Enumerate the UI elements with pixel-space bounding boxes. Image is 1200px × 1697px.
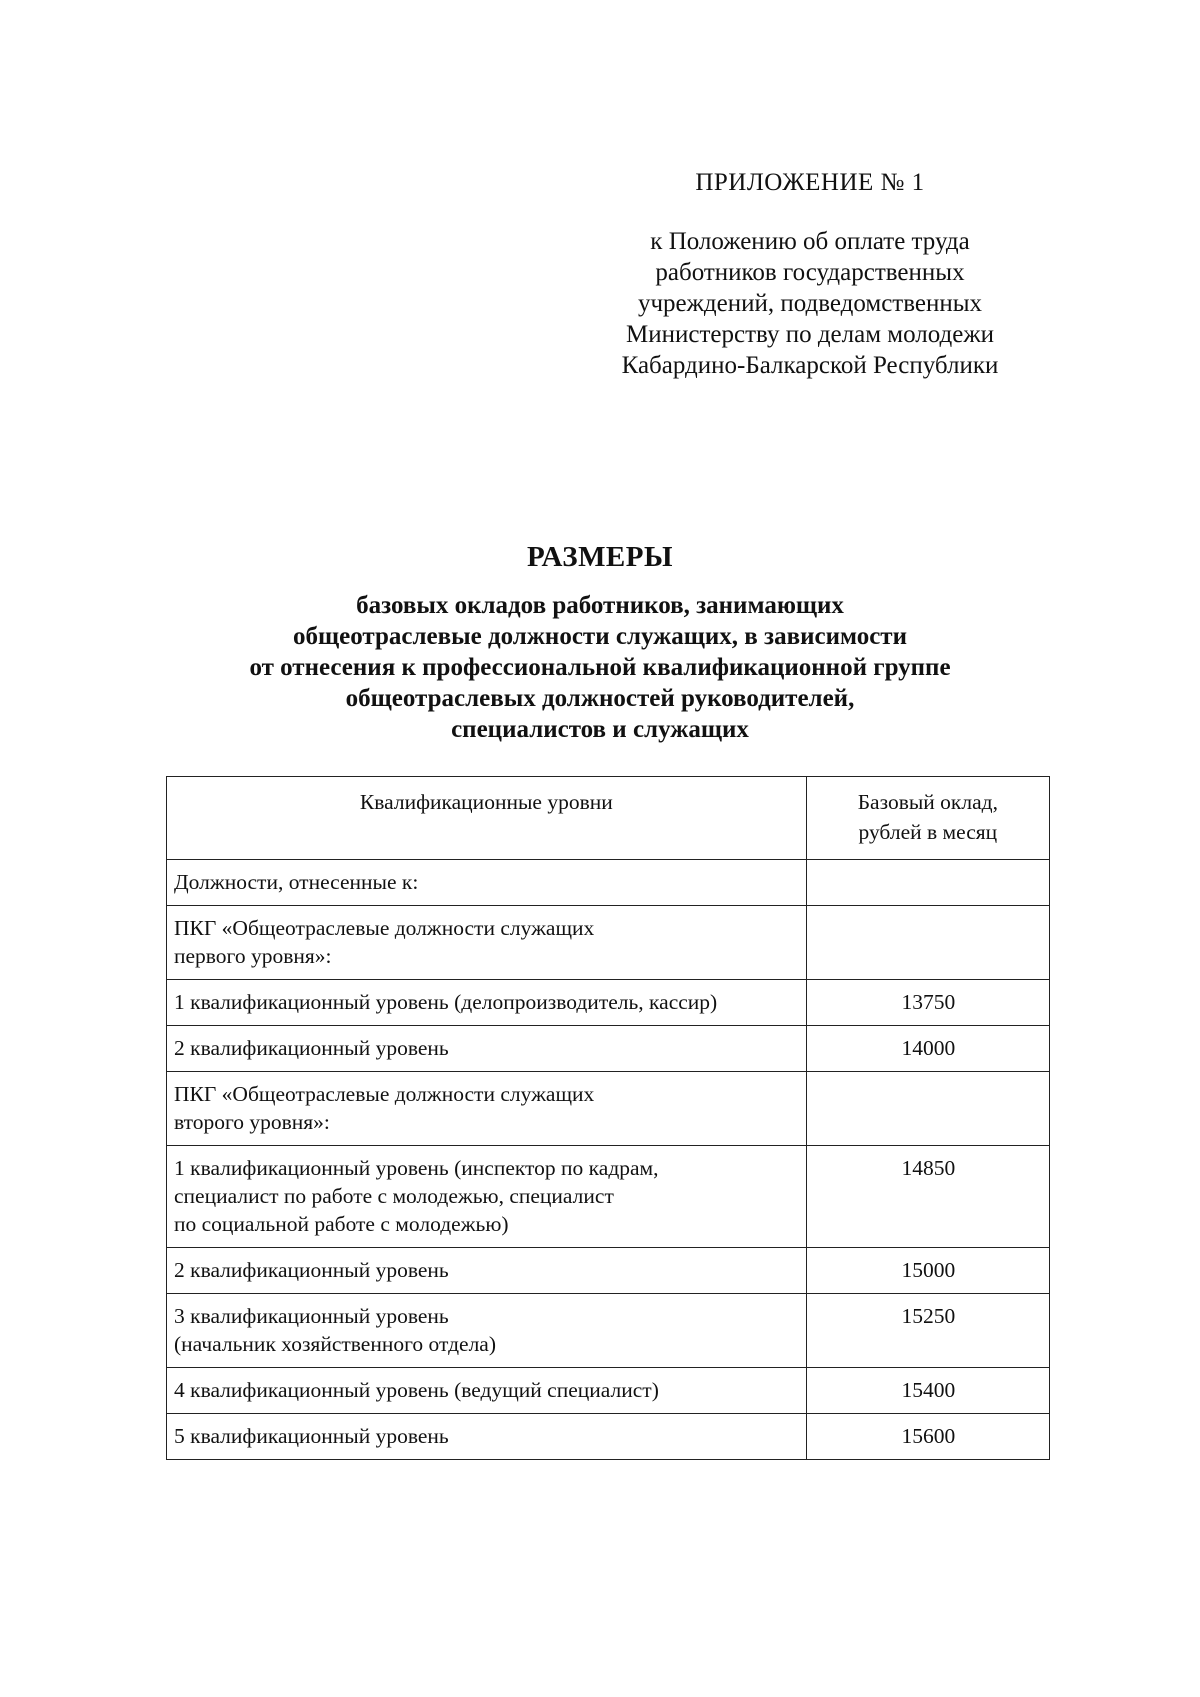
level-line: 1 квалификационный уровень (делопроизводитель, кассир) xyxy=(174,990,718,1014)
table-row xyxy=(167,1368,1050,1414)
heading-line: общеотраслевых должностей руководителей, xyxy=(345,685,855,712)
heading-title: РАЗМЕРЫ xyxy=(527,541,673,573)
header-base-salary-line: рублей в месяц xyxy=(858,820,998,844)
level-line: первого уровня»: xyxy=(174,944,332,968)
level-line: 2 квалификационный уровень xyxy=(174,1036,449,1060)
level-cell xyxy=(167,1248,807,1294)
document-heading xyxy=(130,540,1070,745)
salary-cell: 15400 xyxy=(806,1368,1049,1414)
appendix-line: Министерству по делам молодежи xyxy=(625,321,994,348)
appendix-line: учреждений, подведомственных xyxy=(637,290,983,317)
table-row xyxy=(167,1026,1050,1072)
salary-cell: 14850 xyxy=(806,1146,1049,1248)
level-line: 2 квалификационный уровень xyxy=(174,1258,449,1282)
appendix-line: работников государственных xyxy=(655,259,965,286)
level-cell xyxy=(167,980,807,1026)
heading-line: от отнесения к профессиональной квалификационной группе xyxy=(249,654,951,681)
header-base-salary xyxy=(806,777,1049,860)
table-row xyxy=(167,1248,1050,1294)
level-line: специалист по работе с молодежью, специалист xyxy=(174,1184,614,1208)
level-cell xyxy=(167,1146,807,1248)
level-cell xyxy=(167,1368,807,1414)
appendix-line: к Положению об оплате труда xyxy=(650,228,970,255)
salary-cell: 13750 xyxy=(806,980,1049,1026)
header-base-salary-line: Базовый оклад, xyxy=(857,790,998,814)
level-line: Должности, отнесенные к: xyxy=(174,870,419,894)
level-line: 1 квалификационный уровень (инспектор по кадрам, xyxy=(174,1156,659,1180)
table-row xyxy=(167,860,1050,906)
level-line: ПКГ «Общеотраслевые должности служащих xyxy=(174,1082,595,1106)
salary-cell xyxy=(806,1072,1049,1146)
salary-table xyxy=(166,776,1050,1460)
table-row xyxy=(167,980,1050,1026)
table-row xyxy=(167,1072,1050,1146)
table-row xyxy=(167,1294,1050,1368)
level-cell xyxy=(167,1072,807,1146)
level-cell xyxy=(167,1294,807,1368)
salary-cell xyxy=(806,860,1049,906)
level-line: ПКГ «Общеотраслевые должности служащих xyxy=(174,916,595,940)
salary-cell: 15000 xyxy=(806,1248,1049,1294)
appendix-line: Кабардино-Балкарской Республики xyxy=(621,352,999,379)
level-line: второго уровня»: xyxy=(174,1110,330,1134)
heading-line: специалистов и служащих xyxy=(451,716,749,743)
salary-cell: 15600 xyxy=(806,1414,1049,1460)
appendix-lines xyxy=(580,226,1040,381)
appendix-title: ПРИЛОЖЕНИЕ № 1 xyxy=(695,169,925,196)
appendix-block xyxy=(580,168,1040,381)
level-cell xyxy=(167,1026,807,1072)
level-line: по социальной работе с молодежью) xyxy=(174,1212,509,1236)
salary-cell xyxy=(806,906,1049,980)
level-line: 3 квалификационный уровень xyxy=(174,1304,449,1328)
salary-cell: 15250 xyxy=(806,1294,1049,1368)
table-row xyxy=(167,1146,1050,1248)
level-line: 5 квалификационный уровень xyxy=(174,1424,449,1448)
table-header-row xyxy=(167,777,1050,860)
heading-line: базовых окладов работников, занимающих xyxy=(356,592,844,619)
salary-cell: 14000 xyxy=(806,1026,1049,1072)
level-cell xyxy=(167,906,807,980)
level-line: 4 квалификационный уровень (ведущий специалист) xyxy=(174,1378,659,1402)
level-cell xyxy=(167,1414,807,1460)
heading-line: общеотраслевые должности служащих, в зависимости xyxy=(293,623,907,650)
level-line: (начальник хозяйственного отдела) xyxy=(174,1332,496,1356)
table-row xyxy=(167,906,1050,980)
level-cell xyxy=(167,860,807,906)
table-row xyxy=(167,1414,1050,1460)
header-qualification-levels: Квалификационные уровни xyxy=(167,777,807,860)
